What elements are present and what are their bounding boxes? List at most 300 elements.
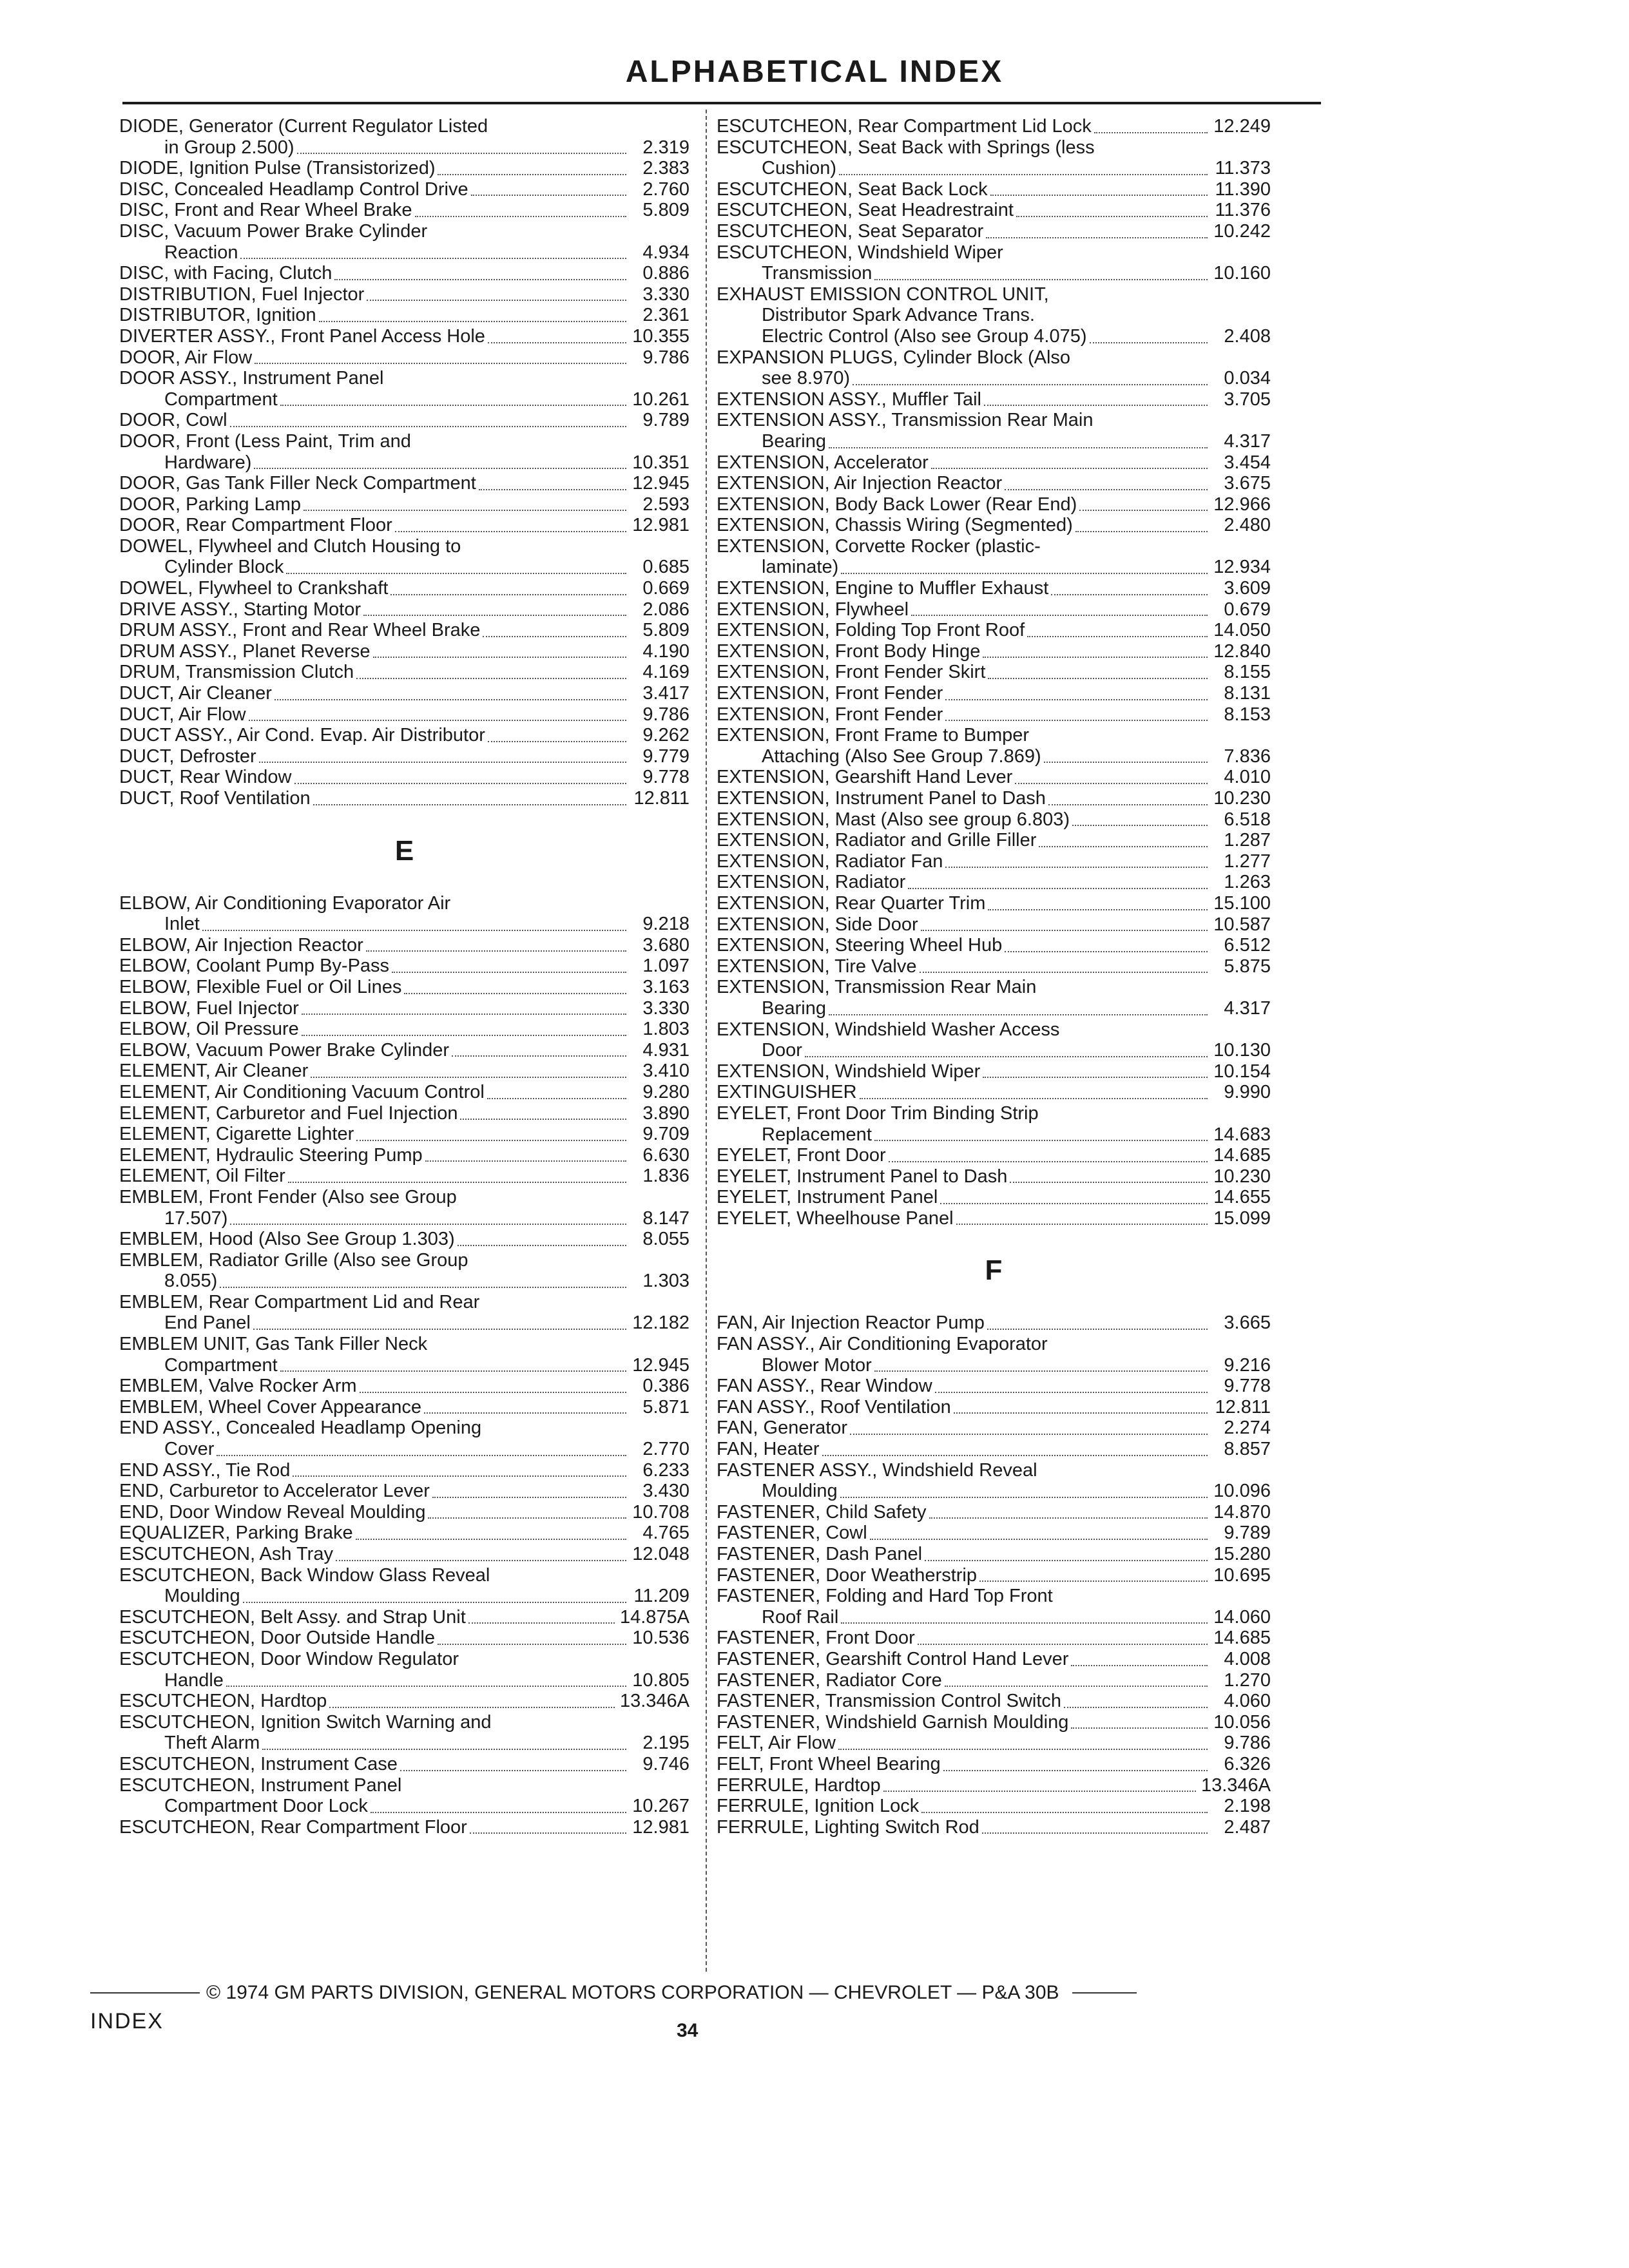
dot-leader [954, 1412, 1208, 1414]
dot-leader [336, 1559, 626, 1561]
index-entry [119, 284, 689, 305]
entry-text: Replacement [762, 1124, 872, 1145]
group-number: 10.154 [1213, 1061, 1271, 1082]
dot-leader [470, 1832, 626, 1834]
index-entry [119, 1691, 689, 1712]
index-entry [717, 998, 1271, 1019]
index-entry [717, 1712, 1271, 1733]
entry-text: EXTENSION, Windshield Washer Access [717, 1019, 1060, 1040]
group-number: 4.931 [642, 1039, 689, 1061]
entry-text: ESCUTCHEON, Ash Tray [119, 1544, 333, 1564]
dot-leader [360, 1391, 626, 1393]
group-number: 13.346A [619, 1691, 689, 1712]
entry-text: ELEMENT, Air Cleaner [119, 1061, 309, 1082]
dot-leader [249, 719, 626, 721]
index-entry [717, 977, 1271, 998]
dot-leader [1044, 761, 1208, 763]
group-number: 3.675 [1224, 473, 1271, 494]
group-number: 3.330 [642, 997, 689, 1019]
entry-text: ESCUTCHEON, Door Outside Handle [119, 1628, 435, 1649]
footer-rule-right [1072, 1992, 1137, 1994]
index-entry [717, 1103, 1271, 1124]
index-entry [717, 1586, 1271, 1607]
entry-text: ELBOW, Oil Pressure [119, 1019, 299, 1040]
entry-text: EXTENSION, Radiator [717, 872, 906, 893]
entry-text: DUCT, Air Cleaner [119, 683, 272, 704]
group-number: 0.669 [642, 578, 689, 599]
entry-text: FERRULE, Hardtop [717, 1774, 881, 1796]
entry-text: FASTENER, Dash Panel [717, 1544, 923, 1564]
dot-leader [829, 447, 1208, 448]
entry-text: ELEMENT, Oil Filter [119, 1166, 285, 1187]
index-entry [717, 1208, 1271, 1229]
dot-leader [313, 803, 626, 805]
footer [90, 1982, 1302, 2004]
index-entry [717, 1187, 1271, 1208]
dot-leader [945, 1685, 1208, 1687]
group-number: 3.609 [1224, 578, 1271, 599]
entry-text: Roof Rail [762, 1606, 839, 1628]
dot-leader [425, 1160, 626, 1162]
group-number: 0.034 [1224, 368, 1271, 389]
dot-leader [1072, 824, 1208, 826]
dot-leader [1005, 488, 1208, 490]
entry-text: ESCUTCHEON, Ignition Switch Warning and [119, 1711, 492, 1733]
entry-text: Cover [164, 1439, 215, 1460]
index-entry [119, 1376, 689, 1397]
index-entry [119, 767, 689, 788]
entry-text: Compartment [164, 389, 278, 410]
index-entry [717, 788, 1271, 809]
entry-text: ESCUTCHEON, Rear Compartment Floor [119, 1816, 467, 1838]
dot-leader [1094, 131, 1208, 133]
entry-text: ELEMENT, Air Conditioning Vacuum Control [119, 1081, 485, 1102]
page-title: ALPHABETICAL INDEX [625, 55, 1004, 89]
entry-text: Transmission [762, 263, 872, 284]
index-entry [119, 1103, 689, 1124]
index-entry [119, 263, 689, 284]
index-entry [717, 1523, 1271, 1544]
dot-leader [883, 1790, 1196, 1792]
group-number: 9.778 [642, 767, 689, 788]
index-entry [717, 473, 1271, 494]
group-number: 9.218 [642, 914, 689, 935]
group-number: 3.665 [1224, 1312, 1271, 1334]
group-number: 6.630 [642, 1144, 689, 1166]
column-divider [706, 110, 708, 1972]
index-entry [119, 1502, 689, 1523]
index-entry [119, 1292, 689, 1313]
group-number: 10.096 [1213, 1481, 1271, 1502]
entry-text: FELT, Air Flow [717, 1733, 836, 1754]
group-number: 3.163 [642, 976, 689, 997]
dot-leader [488, 341, 626, 343]
group-number: 14.655 [1213, 1187, 1271, 1208]
group-number: 3.410 [642, 1061, 689, 1082]
dot-leader [839, 173, 1208, 175]
group-number: 2.274 [1224, 1418, 1271, 1439]
dot-leader [302, 1013, 626, 1015]
index-entry [119, 1040, 689, 1061]
index-entry [119, 515, 689, 536]
entry-text: ELBOW, Flexible Fuel or Oil Lines [119, 976, 402, 997]
entry-text: EXTENSION, Side Door [717, 914, 918, 935]
dot-leader [988, 908, 1208, 910]
index-entry [717, 1019, 1271, 1041]
group-number: 9.280 [642, 1081, 689, 1102]
index-entry [717, 662, 1271, 683]
dot-leader [850, 1433, 1208, 1435]
dot-leader [217, 1454, 626, 1456]
entry-text: EYELET, Front Door [717, 1145, 886, 1166]
index-entry [717, 1733, 1271, 1754]
index-entry [119, 956, 689, 977]
entry-text: ELEMENT, Hydraulic Steering Pump [119, 1144, 423, 1166]
entry-text: EXTENSION, Folding Top Front Roof [717, 620, 1025, 641]
group-number: 4.169 [642, 662, 689, 683]
index-entry [717, 1817, 1271, 1838]
dot-leader [841, 572, 1208, 574]
group-number: 15.280 [1213, 1544, 1271, 1564]
group-number: 5.871 [642, 1396, 689, 1418]
dot-leader [366, 950, 626, 952]
index-entry [717, 935, 1271, 956]
entry-text: END, Door Window Reveal Moulding [119, 1501, 426, 1523]
entry-text: EMBLEM, Valve Rocker Arm [119, 1376, 357, 1397]
entry-text: EXTENSION, Instrument Panel to Dash [717, 788, 1046, 809]
dot-leader [280, 404, 626, 406]
group-number: 0.886 [642, 263, 689, 284]
dot-leader [311, 1076, 626, 1078]
index-entry [717, 179, 1271, 200]
dot-leader [929, 1517, 1208, 1519]
entry-text: Distributor Spark Advance Trans. [762, 305, 1035, 326]
dot-leader [202, 929, 626, 931]
entry-text: ELBOW, Air Conditioning Evaporator Air [119, 892, 451, 914]
group-number: 9.789 [642, 410, 689, 431]
group-number: 9.216 [1224, 1354, 1271, 1376]
dot-leader [254, 467, 626, 469]
entry-text: EQUALIZER, Parking Brake [119, 1523, 353, 1544]
entry-text: EXHAUST EMISSION CONTROL UNIT, [717, 284, 1049, 305]
group-number: 9.786 [1224, 1733, 1271, 1754]
index-entry [717, 1754, 1271, 1775]
dot-leader [911, 614, 1208, 616]
group-number: 12.981 [632, 1816, 689, 1838]
dot-leader [870, 1538, 1208, 1540]
entry-text: EXTENSION, Front Fender [717, 683, 943, 704]
dot-leader [1016, 215, 1208, 217]
entry-text: EXTENSION, Rear Quarter Trim [717, 892, 986, 914]
group-number: 4.010 [1224, 767, 1271, 788]
index-entry [717, 1312, 1271, 1334]
entry-text: FASTENER, Folding and Hard Top Front [717, 1586, 1053, 1607]
entry-text: Inlet [164, 914, 200, 935]
entry-text: Handle [164, 1669, 224, 1691]
group-number: 0.685 [642, 557, 689, 578]
page-number: 34 [677, 2020, 699, 2041]
index-entry [119, 1628, 689, 1649]
entry-text: DISC, Vacuum Power Brake Cylinder [119, 220, 428, 242]
entry-text: FASTENER, Door Weatherstrip [717, 1564, 977, 1586]
dot-leader [918, 1643, 1208, 1645]
entry-text: Compartment [164, 1354, 278, 1376]
dot-leader [1010, 1181, 1208, 1183]
dot-leader [983, 1076, 1208, 1078]
entry-text: DOOR, Front (Less Paint, Trim and [119, 430, 411, 452]
entry-text: FASTENER, Cowl [717, 1523, 867, 1544]
index-entry [717, 704, 1271, 726]
group-number: 1.287 [1224, 830, 1271, 851]
entry-text: DOOR, Cowl [119, 410, 227, 431]
entry-text: EXTENSION, Body Back Lower (Rear End) [717, 494, 1077, 515]
dot-leader [243, 1601, 626, 1603]
entry-text: EXTENSION, Engine to Muffler Exhaust [717, 578, 1049, 599]
group-number: 10.351 [632, 452, 689, 473]
entry-text: EYELET, Wheelhouse Panel [717, 1207, 954, 1229]
index-entry [119, 641, 689, 662]
dot-leader [1005, 950, 1208, 952]
index-entry [717, 305, 1271, 326]
group-number: 2.086 [642, 599, 689, 620]
index-entry [717, 683, 1271, 704]
dot-leader [415, 215, 626, 217]
dot-leader [860, 1097, 1208, 1099]
index-entry [119, 305, 689, 326]
title-rule [122, 102, 1321, 104]
dot-leader [805, 1055, 1208, 1057]
group-number: 3.430 [642, 1481, 689, 1502]
group-number: 12.945 [632, 473, 689, 494]
entry-text: EMBLEM, Wheel Cover Appearance [119, 1396, 422, 1418]
entry-text: in Group 2.500) [164, 137, 294, 158]
index-entry [119, 557, 689, 578]
group-number: 4.008 [1224, 1648, 1271, 1669]
group-number: 9.779 [642, 745, 689, 767]
dot-leader [262, 1748, 626, 1750]
index-entry [119, 410, 689, 431]
dot-leader [487, 1097, 626, 1099]
dot-leader [363, 614, 626, 616]
index-entry [119, 998, 689, 1019]
index-entry [717, 1397, 1271, 1418]
dot-leader [479, 488, 626, 490]
entry-text: DOOR, Air Flow [119, 347, 253, 368]
index-entry [119, 1355, 689, 1376]
index-entry [119, 1124, 689, 1145]
group-number: 3.680 [642, 934, 689, 956]
index-entry [119, 1712, 689, 1733]
group-number: 5.809 [642, 200, 689, 221]
entry-text: EXTENSION, Windshield Wiper [717, 1061, 981, 1082]
entry-text: DISC, Front and Rear Wheel Brake [119, 200, 412, 221]
entry-text: ELBOW, Air Injection Reactor [119, 934, 363, 956]
dot-leader [230, 1223, 626, 1225]
index-entry [119, 977, 689, 998]
dot-leader [293, 1475, 626, 1477]
index-entry [119, 599, 689, 620]
entry-text: Attaching (Also See Group 7.869) [762, 745, 1041, 767]
group-number: 2.319 [642, 137, 689, 158]
dot-leader [390, 593, 626, 595]
entry-text: ESCUTCHEON, Instrument Case [119, 1753, 398, 1774]
dot-leader [302, 1034, 626, 1036]
index-entry [119, 1586, 689, 1607]
entry-text: EMBLEM, Hood (Also See Group 1.303) [119, 1229, 455, 1250]
dot-leader [280, 1370, 626, 1372]
entry-text: DISTRIBUTOR, Ignition [119, 305, 316, 326]
index-entry [119, 1460, 689, 1481]
index-entry [717, 263, 1271, 284]
dot-leader [356, 677, 626, 679]
group-number: 12.945 [632, 1354, 689, 1376]
index-entry [119, 1271, 689, 1292]
index-entry [119, 1544, 689, 1565]
group-number: 4.060 [1224, 1691, 1271, 1712]
index-entry [717, 851, 1271, 872]
group-number: 15.099 [1213, 1207, 1271, 1229]
index-entry [717, 221, 1271, 242]
dot-leader [908, 887, 1208, 889]
entry-text: DOWEL, Flywheel to Crankshaft [119, 578, 389, 599]
dot-leader [1015, 782, 1208, 784]
group-number: 4.190 [642, 640, 689, 662]
group-number: 5.809 [642, 620, 689, 641]
index-entry [119, 1607, 689, 1628]
group-number: 14.685 [1213, 1145, 1271, 1166]
dot-leader [841, 1622, 1208, 1624]
dot-leader [945, 698, 1208, 700]
group-number: 2.593 [642, 494, 689, 515]
index-entry [717, 1775, 1271, 1796]
entry-text: 8.055) [164, 1271, 218, 1292]
dot-leader [987, 1328, 1208, 1330]
index-entry [119, 683, 689, 704]
dot-leader [874, 1139, 1208, 1141]
entry-text: FASTENER, Windshield Garnish Moulding [717, 1711, 1069, 1733]
group-number: 6.518 [1224, 809, 1271, 830]
group-number: 1.836 [642, 1166, 689, 1187]
index-entry [717, 158, 1271, 179]
dot-leader [404, 992, 626, 994]
dot-leader [1071, 1727, 1208, 1729]
entry-text: DRUM, Transmission Clutch [119, 662, 354, 683]
group-number: 6.233 [642, 1459, 689, 1481]
index-entry [717, 599, 1271, 620]
index-entry [119, 1312, 689, 1334]
entry-text: Hardware) [164, 452, 252, 473]
dot-leader [982, 1832, 1208, 1834]
index-entry [119, 158, 689, 179]
entry-text: EMBLEM, Radiator Grille (Also see Group [119, 1249, 468, 1271]
group-number: 11.390 [1215, 178, 1271, 200]
entry-text: DUCT ASSY., Air Cond. Evap. Air Distributor [119, 725, 485, 746]
group-number: 14.050 [1213, 620, 1271, 641]
entry-text: FAN ASSY., Roof Ventilation [717, 1396, 951, 1418]
entry-text: DIODE, Ignition Pulse (Transistorized) [119, 158, 436, 179]
index-entry [119, 1187, 689, 1208]
index-entry [717, 1439, 1271, 1460]
group-number: 8.131 [1224, 683, 1271, 704]
dot-leader [853, 383, 1208, 385]
group-number: 1.263 [1224, 872, 1271, 893]
entry-text: FASTENER, Radiator Core [717, 1669, 942, 1691]
index-entry [119, 200, 689, 221]
section-letter: F [985, 1254, 1003, 1287]
index-entry [119, 1250, 689, 1271]
entry-text: DOOR, Rear Compartment Floor [119, 515, 392, 536]
group-number: 6.512 [1224, 935, 1271, 956]
dot-leader [373, 656, 626, 658]
group-number: 4.934 [642, 242, 689, 263]
dot-leader [395, 530, 626, 532]
entry-text: DUCT, Defroster [119, 745, 256, 767]
group-number: 9.746 [642, 1753, 689, 1774]
entry-text: ELEMENT, Carburetor and Fuel Injection [119, 1102, 458, 1124]
index-entry [717, 578, 1271, 599]
entry-text: Bearing [762, 430, 826, 452]
entry-text: Theft Alarm [164, 1733, 260, 1754]
index-entry [717, 536, 1271, 557]
index-entry [119, 1817, 689, 1838]
entry-text: ESCUTCHEON, Seat Separator [717, 220, 984, 242]
index-entry [119, 326, 689, 347]
entry-text: Electric Control (Also see Group 4.075) [762, 325, 1087, 347]
group-number: 2.408 [1224, 325, 1271, 347]
entry-text: laminate) [762, 557, 839, 578]
dot-leader [220, 1286, 626, 1288]
entry-text: FASTENER, Transmission Control Switch [717, 1691, 1062, 1712]
dot-leader [1090, 341, 1208, 343]
index-entry [119, 221, 689, 242]
index-entry [717, 914, 1271, 936]
index-entry [717, 620, 1271, 641]
index-entry [119, 137, 689, 159]
dot-leader [288, 1181, 626, 1183]
index-entry [119, 1397, 689, 1418]
dot-leader [920, 971, 1208, 973]
index-entry [119, 1670, 689, 1691]
index-entry [119, 1229, 689, 1250]
group-number: 10.056 [1213, 1711, 1271, 1733]
group-number: 12.811 [1215, 1396, 1271, 1418]
index-entry [717, 1040, 1271, 1061]
dot-leader [940, 1202, 1208, 1204]
index-entry [119, 746, 689, 767]
index-entry [119, 704, 689, 726]
entry-text: DRUM ASSY., Planet Reverse [119, 640, 371, 662]
index-entry [717, 725, 1271, 746]
index-entry [119, 452, 689, 474]
index-entry [717, 410, 1271, 431]
dot-leader [304, 509, 626, 511]
dot-leader [1075, 530, 1208, 532]
dot-leader [945, 866, 1208, 868]
entry-text: DISC, Concealed Headlamp Control Drive [119, 178, 468, 200]
group-number: 8.857 [1224, 1439, 1271, 1460]
index-entry [717, 1796, 1271, 1817]
dot-leader [931, 467, 1208, 469]
index-entry [717, 1649, 1271, 1670]
group-number: 13.346A [1200, 1774, 1271, 1796]
entry-text: EXPANSION PLUGS, Cylinder Block (Also [717, 347, 1071, 368]
dot-leader [983, 656, 1208, 658]
index-entry [717, 1082, 1271, 1103]
index-entry [717, 1124, 1271, 1146]
entry-text: EXTENSION ASSY., Muffler Tail [717, 389, 981, 410]
index-entry [119, 1145, 689, 1166]
entry-text: DRIVE ASSY., Starting Motor [119, 599, 361, 620]
